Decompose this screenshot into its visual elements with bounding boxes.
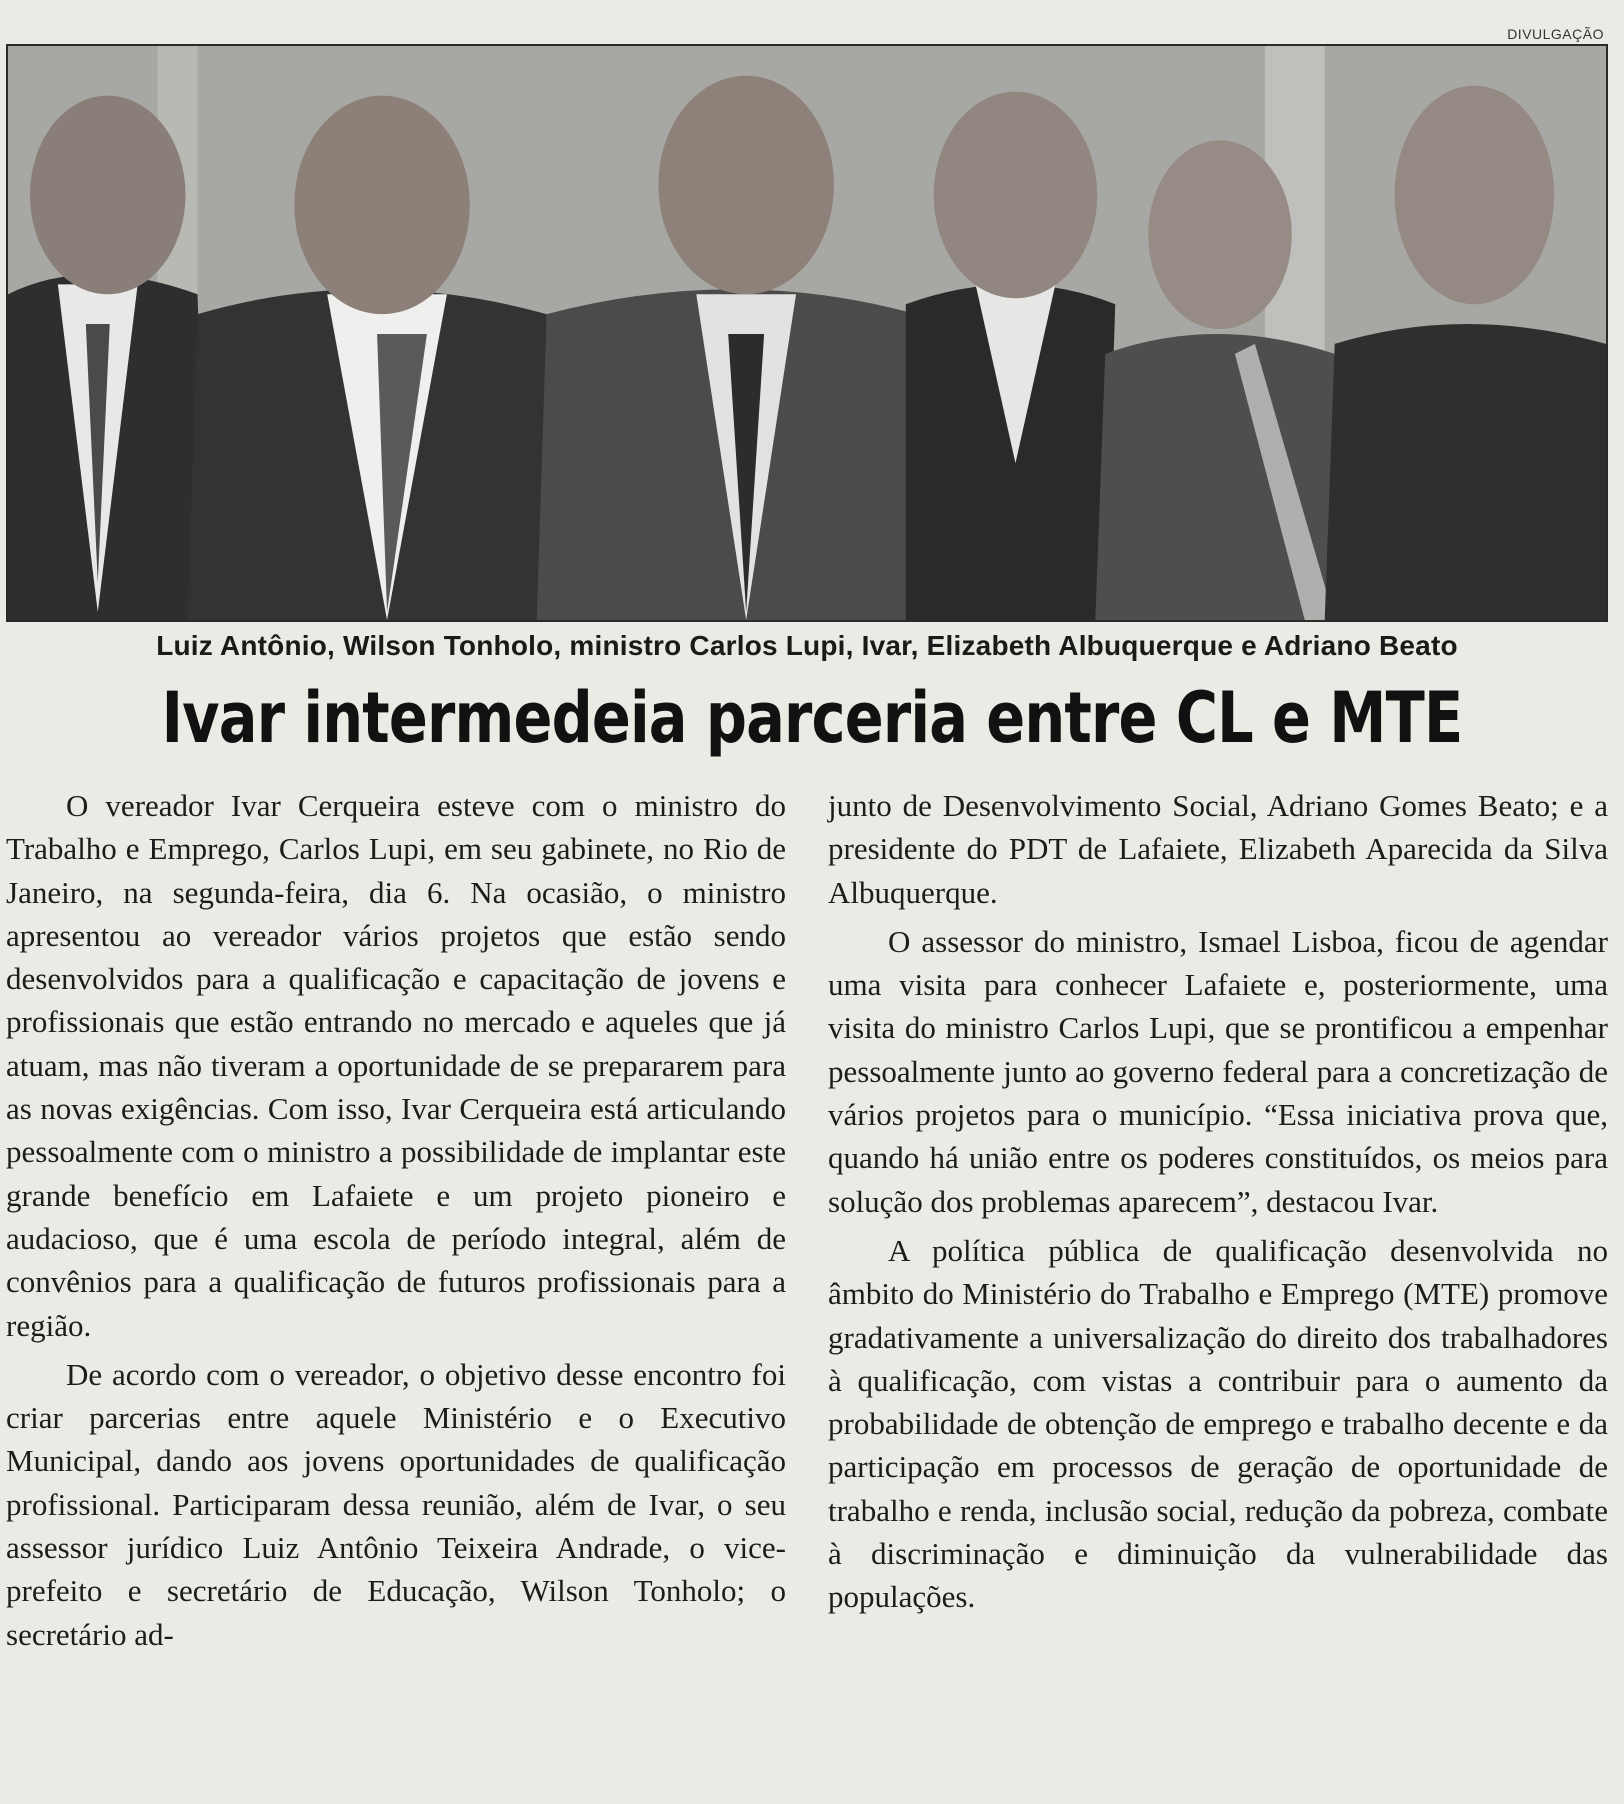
paragraph: junto de Desenvolvimento Social, Adriano Gomes Beato; e a presidente do PDT de Lafaiete, Elizabeth Aparecida da Silva Albuquerque. [828,788,1608,910]
article-body [6,784,1608,1794]
photo-credit: DIVULGAÇÃO [1507,26,1604,42]
photo-caption: Luiz Antônio, Wilson Tonholo, ministro Carlos Lupi, Ivar, Elizabeth Albuquerque e Adriano Beato [156,630,1458,661]
headline: Ivar intermedeia parceria entre CL e MTE [161,677,1463,759]
paragraph: O assessor do ministro, Ismael Lisboa, ficou de agendar uma visita para conhecer Lafaiete e, posteriormente, uma visita do ministro Carlos Lupi, que se prontificou a empenhar pessoalmente junto ao governo federal para a concretização de vários projetos para o município. “Essa iniciativa prova que, quando há união entre os poderes constituídos, os meios para solução dos problemas aparecem”, destacou Ivar. [828,923,1608,1219]
group-photo [6,44,1608,622]
paragraph: O vereador Ivar Cerqueira esteve com o ministro do Trabalho e Emprego, Carlos Lupi, em seu gabinete, no Rio de Janeiro, na segunda-feira, dia 6. Na ocasião, o ministro apresentou ao vereador vários projetos que estão sendo desenvolvidos para a qualificação e capacitação de jovens e profissionais que estão entrando no mercado e aqueles que já atuam, mas não tiveram a oportunidade de se prepararem para as novas exigências. Com isso, Ivar Cerqueira está articulando pessoalmente com o ministro a possibilidade de implantar este grande benefício em Lafaiete e um projeto pioneiro e audacioso, que é uma escola de período integral, além de convênios para a qualificação de futuros profissionais para a região. [6,788,786,1343]
article-column-left [6,784,786,1794]
paragraph: A política pública de qualificação desenvolvida no âmbito do Ministério do Trabalho e Emprego (MTE) promove gradativamente a universalização do direito dos trabalhadores à qualificação, com vistas a contribuir para o aumento da probabilidade de obtenção de emprego e trabalho decente e da participação em processos de geração de oportunidade de trabalho e renda, inclusão social, redução da pobreza, combate à discriminação e diminuição da vulnerabilidade das populações. [828,1232,1608,1615]
article-column-right [828,784,1608,1794]
paragraph: De acordo com o vereador, o objetivo desse encontro foi criar parcerias entre aquele Ministério e o Executivo Municipal, dando aos jovens oportunidades de qualificação profissional. Participaram dessa reunião, além de Ivar, o seu assessor jurídico Luiz Antônio Teixeira Andrade, o vice-prefeito e secretário de Educação, Wilson Tonholo; o secretário ad- [6,1356,786,1652]
group-photo-illustration [8,46,1606,620]
